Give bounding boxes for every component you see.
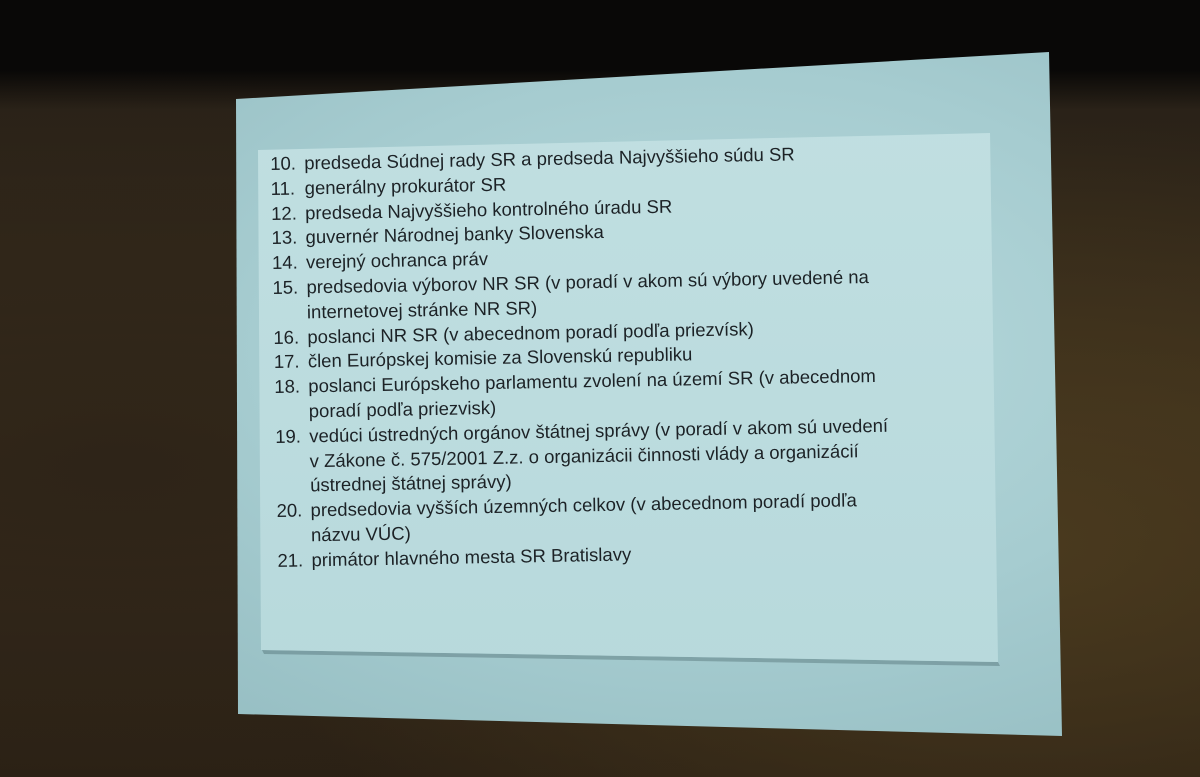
item-text: verejný ochranca práv: [305, 248, 489, 273]
item-text: poslanci Európskeho parlamentu zvolení na území SR (v abecednom poradí podľa priezvisk): [308, 365, 877, 422]
item-text: generálny prokurátor SR: [304, 173, 507, 199]
item-text: poslanci NR SR (v abecednom poradí podľa priezvísk): [307, 317, 755, 347]
precedence-list: [270, 139, 978, 573]
item-number: 19.: [275, 425, 302, 447]
item-number: 11.: [270, 177, 296, 199]
item-number: 12.: [270, 202, 298, 224]
item-number: 16.: [273, 326, 300, 348]
item-number: 10.: [270, 152, 297, 174]
item-text: guvernér Národnej banky Slovenska: [305, 221, 604, 248]
item-text: člen Európskej komisie za Slovenskú republiku: [307, 343, 693, 372]
item-number: 14.: [271, 251, 298, 274]
item-text: predsedovia vyšších územných celkov (v abecednom poradí podľa názvu VÚC): [310, 489, 857, 546]
item-number: 15.: [272, 276, 299, 298]
item-number: 18.: [274, 375, 301, 398]
item-number: 17.: [273, 350, 300, 373]
item-text: predseda Súdnej rady SR a predseda Najvyššieho súdu SR: [304, 143, 795, 174]
item-text: primátor hlavného mesta SR Bratislavy: [311, 543, 632, 571]
item-text: predsedovia výborov NR SR (v poradí v akom sú výbory uvedené na internetovej stránke NR SR): [306, 266, 870, 323]
item-number: 21.: [277, 549, 304, 571]
item-text: predseda Najvyššieho kontrolného úradu SR: [304, 195, 673, 223]
item-text: vedúci ústredných orgánov štátnej správy (v poradí v akom sú uvedení v Zákone č. 575/2001 Z.z. o organizácii činnosti vlády a organizácií ústrednej štátnej správy): [309, 414, 889, 496]
item-number: 20.: [276, 499, 303, 522]
list-item: [275, 412, 976, 499]
item-number: 13.: [271, 226, 298, 249]
